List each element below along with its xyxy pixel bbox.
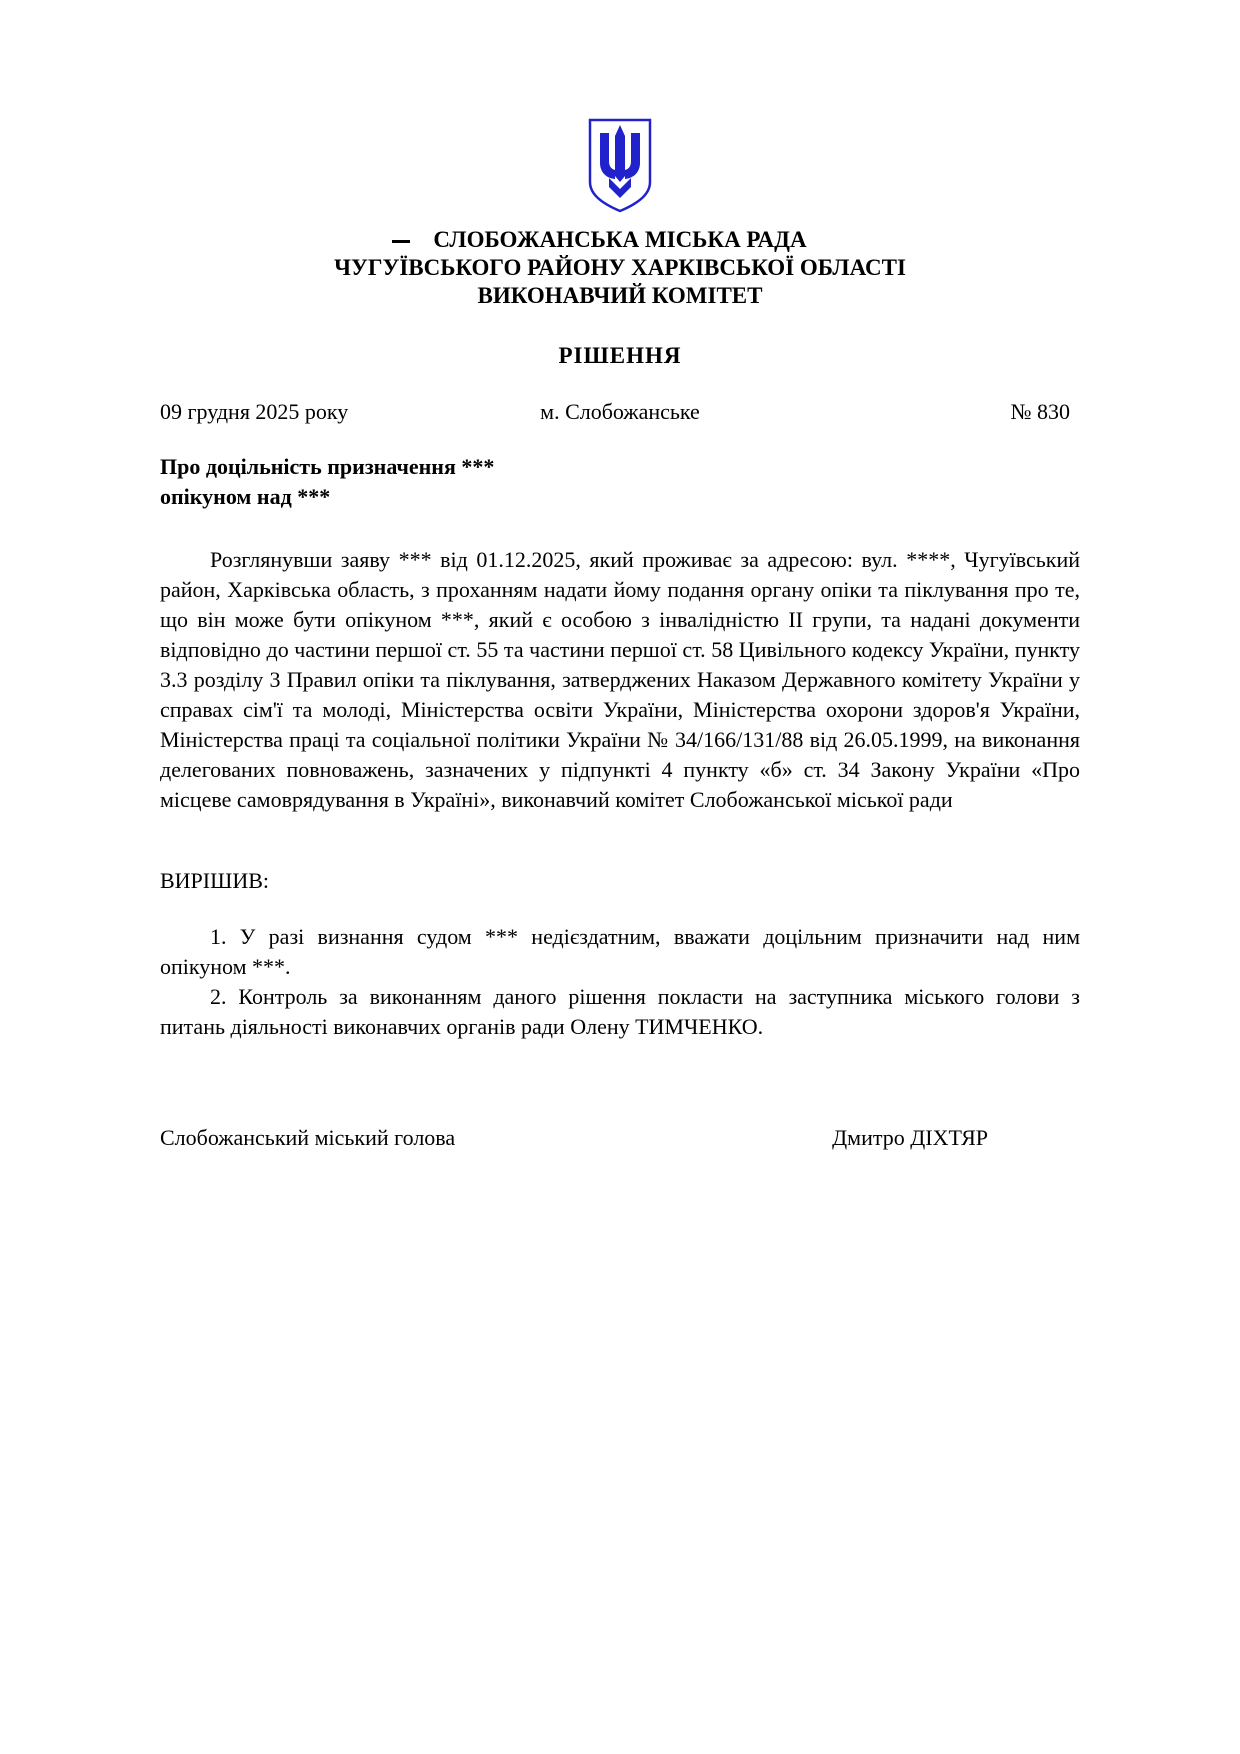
org-name-line3: ВИКОНАВЧИЙ КОМІТЕТ [477,283,763,308]
signature-row [160,1125,1080,1151]
org-header [0,226,1240,310]
doc-place: м. Слобожанське [540,399,700,424]
ukraine-trident-icon [586,118,654,219]
signer-name: Дмитро ДІХТЯР [832,1125,988,1150]
doc-date: 09 грудня 2025 року [160,399,349,424]
doc-subject-line1: Про доцільність призначення *** [160,454,495,479]
emblem-container [0,118,1240,219]
resolution-heading: ВИРІШИВ: [160,868,269,893]
resolution-item-2: 2. Контроль за виконанням даного рішення покласти на заступника міського голови з питань діяльності виконавчих органів ради Олену ТИМЧЕНКО. [160,984,1080,1039]
doc-subject-line2: опікуном над *** [160,484,331,509]
body-paragraph: Розглянувши заяву *** від 01.12.2025, який проживає за адресою: вул. ****, Чугуївський район, Харківська область, з проханням надати йому подання органу опіки та піклування про те, що він може бути опікуном ***, який є особою з інвалідністю ІІ групи, та надані документи відповідно до частини першої ст. 55 та частини першої ст. 58 Цивільного кодексу України, пункту 3.3 розділу 3 Правил опіки та піклування, затверджених Наказом Державного комітету України у справах сім'ї та молоді, Міністерства освіти України, Міністерства охорони здоров'я України, Міністерства праці та соціальної політики України № 34/166/131/88 від 26.05.1999, на виконання делегованих повноважень, зазначених у підпункті 4 пункту «б» ст. 34 Закону України «Про місцеве самоврядування в Україні», виконавчий комітет Слобожанської міської ради [160,547,1080,812]
meta-row [160,399,1080,427]
doc-type-title: РІШЕННЯ [558,343,682,368]
org-name-line1: СЛОБОЖАНСЬКА МІСЬКА РАДА [433,227,807,252]
org-name-line2: ЧУГУЇВСЬКОГО РАЙОНУ ХАРКІВСЬКОЇ ОБЛАСТІ [334,255,906,280]
resolution-item-1: 1. У разі визнання судом *** недієздатним, вважати доцільним призначити над ним опікуном ***. [160,924,1080,979]
resolution-items [160,922,1080,1042]
doc-number: № 830 [1010,399,1070,424]
doc-subject [160,452,494,512]
signer-title: Слобожанський міський голова [160,1125,456,1150]
